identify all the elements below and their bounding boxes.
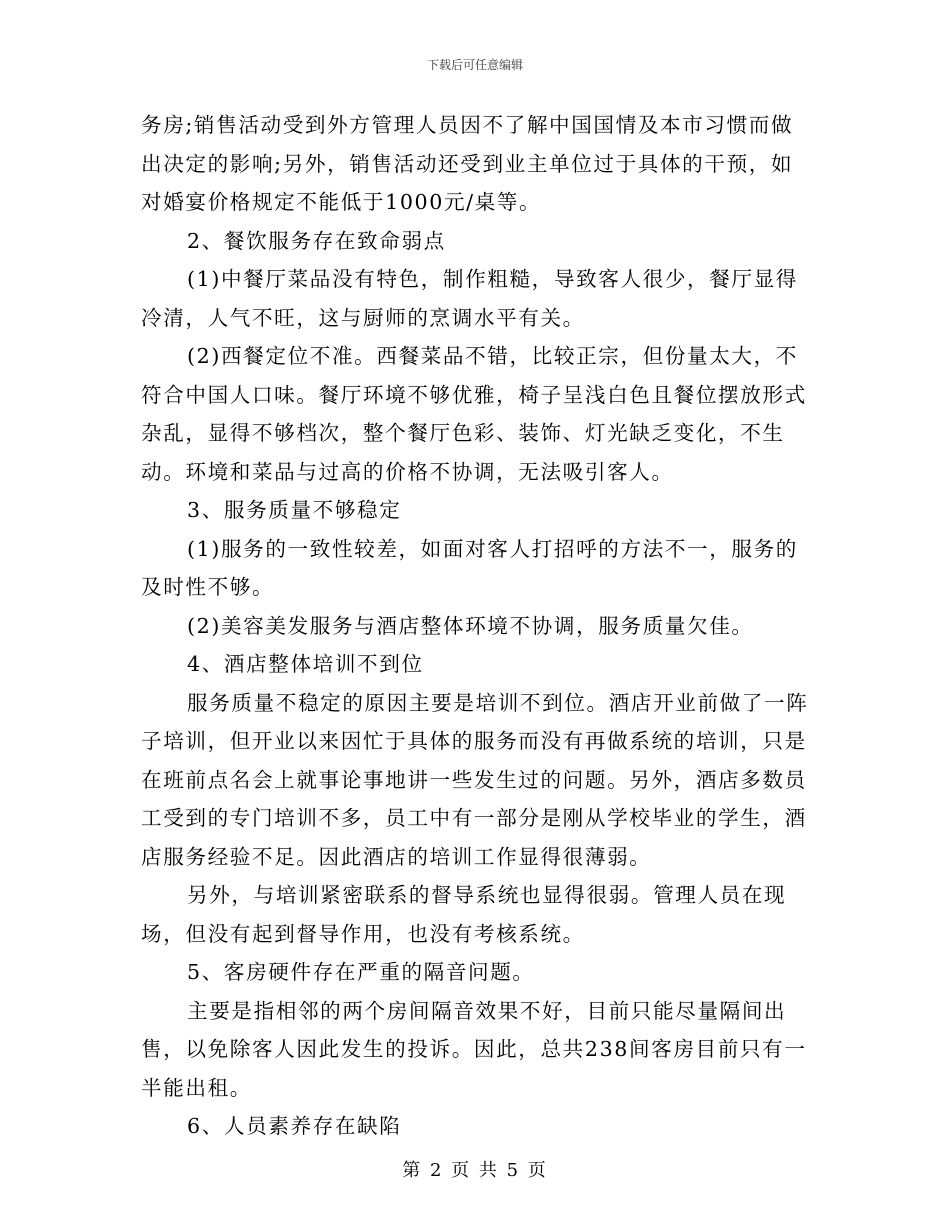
document-body	[141, 106, 813, 1146]
paragraph: 主要是指相邻的两个房间隔音效果不好，目前只能尽量隔间出售，以免除客人因此发生的投诉。因此，总共238间客房目前只有一半能出租。	[141, 998, 807, 1100]
paragraph: 另外，与培训紧密联系的督导系统也显得很弱。管理人员在现场，但没有起到督导作用，也没有考核系统。	[141, 883, 787, 946]
paragraph: (1)服务的一致性较差，如面对客人打招呼的方法不一，服务的及时性不够。	[141, 536, 799, 599]
section-heading-training: 4、酒店整体培训不到位	[187, 652, 424, 676]
section-heading-staff: 6、人员素养存在缺陷	[187, 1114, 402, 1138]
paragraph: 服务质量不稳定的原因主要是培训不到位。酒店开业前做了一阵子培训，但开业以来因忙于具体的服务而没有再做系统的培训，只是在班前点名会上就事论事地讲一些发生过的问题。另外，酒店多数员工受到的专门培训不多，员工中有一部分是刚从学校毕业的学生，酒店服务经验不足。因此酒店的培训工作显得很薄弱。	[141, 690, 809, 869]
paragraph: (1)中餐厅菜品没有特色，制作粗糙，导致客人很少，餐厅显得冷清，人气不旺，这与厨师的烹调水平有关。	[141, 267, 799, 330]
section-heading-catering: 2、餐饮服务存在致命弱点	[187, 228, 446, 253]
section-heading-soundproofing: 5、客房硬件存在严重的隔音问题。	[187, 960, 535, 984]
paragraph: (2)美容美发服务与酒店整体环境不协调，服务质量欠佳。	[187, 613, 754, 638]
page-header: 下载后可任意编辑	[426, 58, 523, 72]
page-number-footer: 第 2 页 共 5 页	[402, 1160, 548, 1181]
paragraph: 务房;销售活动受到外方管理人员因不了解中国国情及本市习惯而做出决定的影响;另外，销售活动还受到业主单位过于具体的干预，如对婚宴价格规定不能低于1000元/桌等。	[141, 113, 794, 214]
section-heading-service-quality: 3、服务质量不够稳定	[187, 498, 402, 522]
paragraph: (2)西餐定位不准。西餐菜品不错，比较正宗，但份量太大，不符合中国人口味。餐厅环境不够优雅，椅子呈浅白色且餐位摆放形式杂乱，显得不够档次，整个餐厅色彩、装饰、灯光缺乏变化，不生动。环境和菜品与过高的价格不协调，无法吸引客人。	[141, 344, 807, 484]
